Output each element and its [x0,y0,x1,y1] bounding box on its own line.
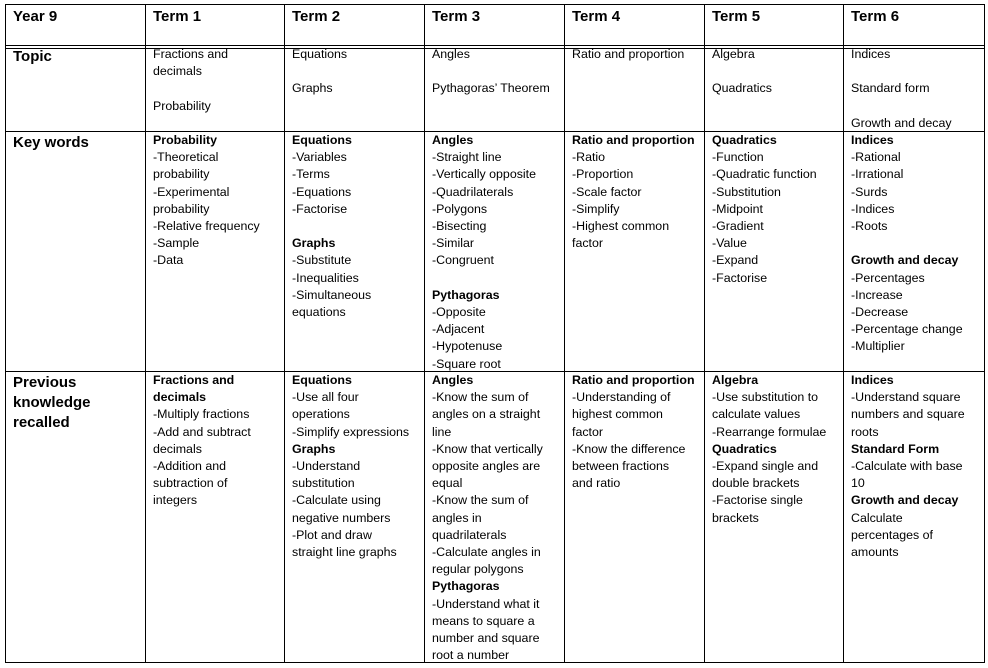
keyword-heading: Growth and decay [851,253,959,268]
keyword-item: -Similar [432,236,474,251]
previous-item: -Know the sum of [432,390,529,405]
keyword-item: -Hypotenuse [432,339,503,354]
topic-term-4 [572,46,702,63]
previous-term-1 [153,372,283,510]
keyword-item: -Relative frequency [153,219,260,234]
keyword-item: -Polygons [432,201,488,216]
keyword-item: -Straight line [432,150,502,165]
previous-term-3 [432,372,562,664]
keyword-item: -Increase [851,287,903,302]
keyword-item: -Rational [851,150,901,165]
keywords-term-5 [712,132,842,287]
previous-item: root a number [432,648,510,663]
previous-heading: decimals [153,390,207,405]
keyword-item: -Adjacent [432,322,485,337]
keywords-term-6 [851,132,981,356]
keyword-heading: Pythagoras [432,287,500,302]
keyword-item: -Experimental [153,184,230,199]
topic-line: Graphs [292,81,333,96]
keyword-item: -Value [712,236,747,251]
previous-heading: Indices [851,373,894,387]
previous-heading: Growth and decay [851,493,959,508]
keyword-item: -Surds [851,184,888,199]
previous-item: integers [153,493,198,508]
previous-item: means to square a [432,613,535,628]
term-2-header: Term 2 [292,8,341,25]
topic-label: Topic [13,48,52,65]
previous-item: line [432,424,452,439]
previous-item: decimals [153,441,202,456]
previous-item: roots [851,424,879,439]
keyword-item: -Congruent [432,253,494,268]
topic-term-1 [153,46,283,115]
previous-item: -Understand what it [432,596,540,611]
previous-item: double brackets [712,476,800,491]
keyword-item: probability [153,201,210,216]
previous-item: quadrilaterals [432,527,507,542]
keyword-item: -Expand [712,253,759,268]
topic-term-2 [292,46,422,98]
previous-item: and ratio [572,476,621,491]
previous-item: between fractions [572,459,670,474]
keyword-item: -Percentages [851,270,925,285]
previous-heading: Quadratics [712,441,777,456]
keyword-item: -Highest common [572,219,670,234]
keyword-item: -Theoretical [153,150,219,165]
previous-item: -Understanding of [572,390,671,405]
previous-item: -Use all four [292,390,359,405]
previous-heading: Standard Form [851,441,940,456]
previous-item: opposite angles are [432,459,541,474]
previous-item: -Multiply fractions [153,407,250,422]
previous-item: subtraction of [153,476,228,491]
previous-item: regular polygons [432,562,524,577]
topic-line: Indices [851,47,891,61]
previous-item: -Rearrange formulae [712,424,827,439]
topic-term-5 [712,46,842,98]
previous-item: numbers and square [851,407,965,422]
previous-item: highest common [572,407,663,422]
previous-item: -Understand square [851,390,961,405]
topic-line: Ratio and proportion [572,47,685,61]
keywords-label: Key words [13,134,89,151]
previous-heading: Algebra [712,373,759,387]
keyword-item: -Factorise [292,201,348,216]
previous-item: brackets [712,510,759,525]
previous-item: factor [572,424,603,439]
previous-item: -Addition and [153,459,227,474]
previous-item: amounts [851,545,899,560]
keyword-item: -Roots [851,219,888,234]
previous-item: -Know that vertically [432,441,543,456]
keyword-item: -Substitution [712,184,781,199]
keyword-item: -Substitute [292,253,352,268]
previous-heading: Graphs [292,441,336,456]
previous-item: number and square [432,631,540,646]
keyword-item: -Multiplier [851,339,905,354]
keyword-item: -Vertically opposite [432,167,536,182]
year-header: Year 9 [13,8,58,25]
previous-item: Calculate [851,510,903,525]
keyword-item: -Terms [292,167,330,182]
curriculum-table [5,4,985,663]
topic-term-3 [432,46,562,98]
term-6-header: Term 6 [851,8,900,25]
keyword-heading: Angles [432,133,474,147]
previous-item: -Know the sum of [432,493,529,508]
previous-item: -Understand [292,459,361,474]
previous-item: -Use substitution to [712,390,819,405]
keyword-item: -Sample [153,236,200,251]
previous-heading: Fractions and [153,373,235,387]
keyword-item: probability [153,167,210,182]
previous-heading: Angles [432,373,474,387]
previous-item: equal [432,476,463,491]
keyword-item: -Irrational [851,167,904,182]
keyword-item: -Quadratic function [712,167,817,182]
previous-item: -Calculate using [292,493,381,508]
previous-term-5 [712,372,842,527]
keyword-item: -Bisecting [432,219,487,234]
keyword-item: -Decrease [851,305,909,320]
topic-line: decimals [153,64,202,79]
keywords-term-4 [572,132,702,252]
term-3-header: Term 3 [432,8,481,25]
previous-item: operations [292,407,350,422]
keyword-heading: Equations [292,133,352,147]
keyword-item: -Ratio [572,150,606,165]
keyword-item: -Midpoint [712,201,763,216]
topic-line: Equations [292,47,348,61]
previous-item: angles in [432,510,482,525]
previous-heading: Ratio and proportion [572,373,695,387]
keyword-item: -Equations [292,184,352,199]
topic-line: Pythagoras’ Theorem [432,81,550,96]
previous-item: angles on a straight [432,407,541,422]
previous-item: negative numbers [292,510,391,525]
previous-item: -Know the difference [572,441,686,456]
keyword-item: -Factorise [712,270,768,285]
previous-item: percentages of [851,527,933,542]
keyword-item: -Scale factor [572,184,642,199]
previous-item: -Plot and draw [292,527,372,542]
term-5-header: Term 5 [712,8,761,25]
previous-item: -Expand single and [712,459,819,474]
previous-item: straight line graphs [292,545,397,560]
topic-line: Probability [153,98,211,113]
keyword-item: -Opposite [432,305,486,320]
topic-line: Quadratics [712,81,772,96]
topic-line: Angles [432,47,470,61]
keyword-item: factor [572,236,603,251]
keyword-item: -Indices [851,201,895,216]
keyword-item: -Inequalities [292,270,359,285]
keyword-item: -Data [153,253,184,268]
previous-item: -Calculate with base [851,459,963,474]
previous-heading: Pythagoras [432,579,500,594]
previous-item: -Calculate angles in [432,545,541,560]
keyword-item: -Quadrilaterals [432,184,514,199]
topic-line: Algebra [712,47,755,61]
keyword-heading: Graphs [292,236,336,251]
label-line: knowledge [13,394,91,411]
previous-heading: Equations [292,373,352,387]
keyword-heading: Quadratics [712,133,777,147]
previous-term-4 [572,372,702,492]
keyword-item: -Proportion [572,167,634,182]
keyword-item: -Percentage change [851,322,963,337]
previous-item: calculate values [712,407,801,422]
previous-item: -Add and subtract [153,424,251,439]
keyword-heading: Probability [153,133,218,147]
keyword-item: -Square root [432,356,501,371]
keyword-item: -Gradient [712,219,764,234]
keyword-item: -Simplify [572,201,620,216]
keyword-item: -Simultaneous [292,287,372,302]
label-line: Previous [13,374,77,391]
keyword-item: equations [292,305,346,320]
previous-item: 10 [851,476,865,491]
keywords-term-2 [292,132,422,321]
previous-item: -Simplify expressions [292,424,410,439]
previous-item: -Factorise single [712,493,803,508]
label-line: recalled [13,414,70,431]
keyword-item: -Variables [292,150,347,165]
term-4-header: Term 4 [572,8,621,25]
term-1-header: Term 1 [153,8,202,25]
keyword-item: -Function [712,150,764,165]
keywords-term-1 [153,132,283,270]
topic-line: Standard form [851,81,930,96]
previous-item: substitution [292,476,355,491]
previous-knowledge-label [13,373,141,433]
previous-term-6 [851,372,981,561]
keyword-heading: Indices [851,133,894,147]
topic-line: Growth and decay [851,115,952,130]
topic-line: Fractions and [153,47,229,61]
keyword-heading: Ratio and proportion [572,133,695,147]
previous-term-2 [292,372,422,561]
topic-term-6 [851,46,981,132]
keywords-term-3 [432,132,562,373]
